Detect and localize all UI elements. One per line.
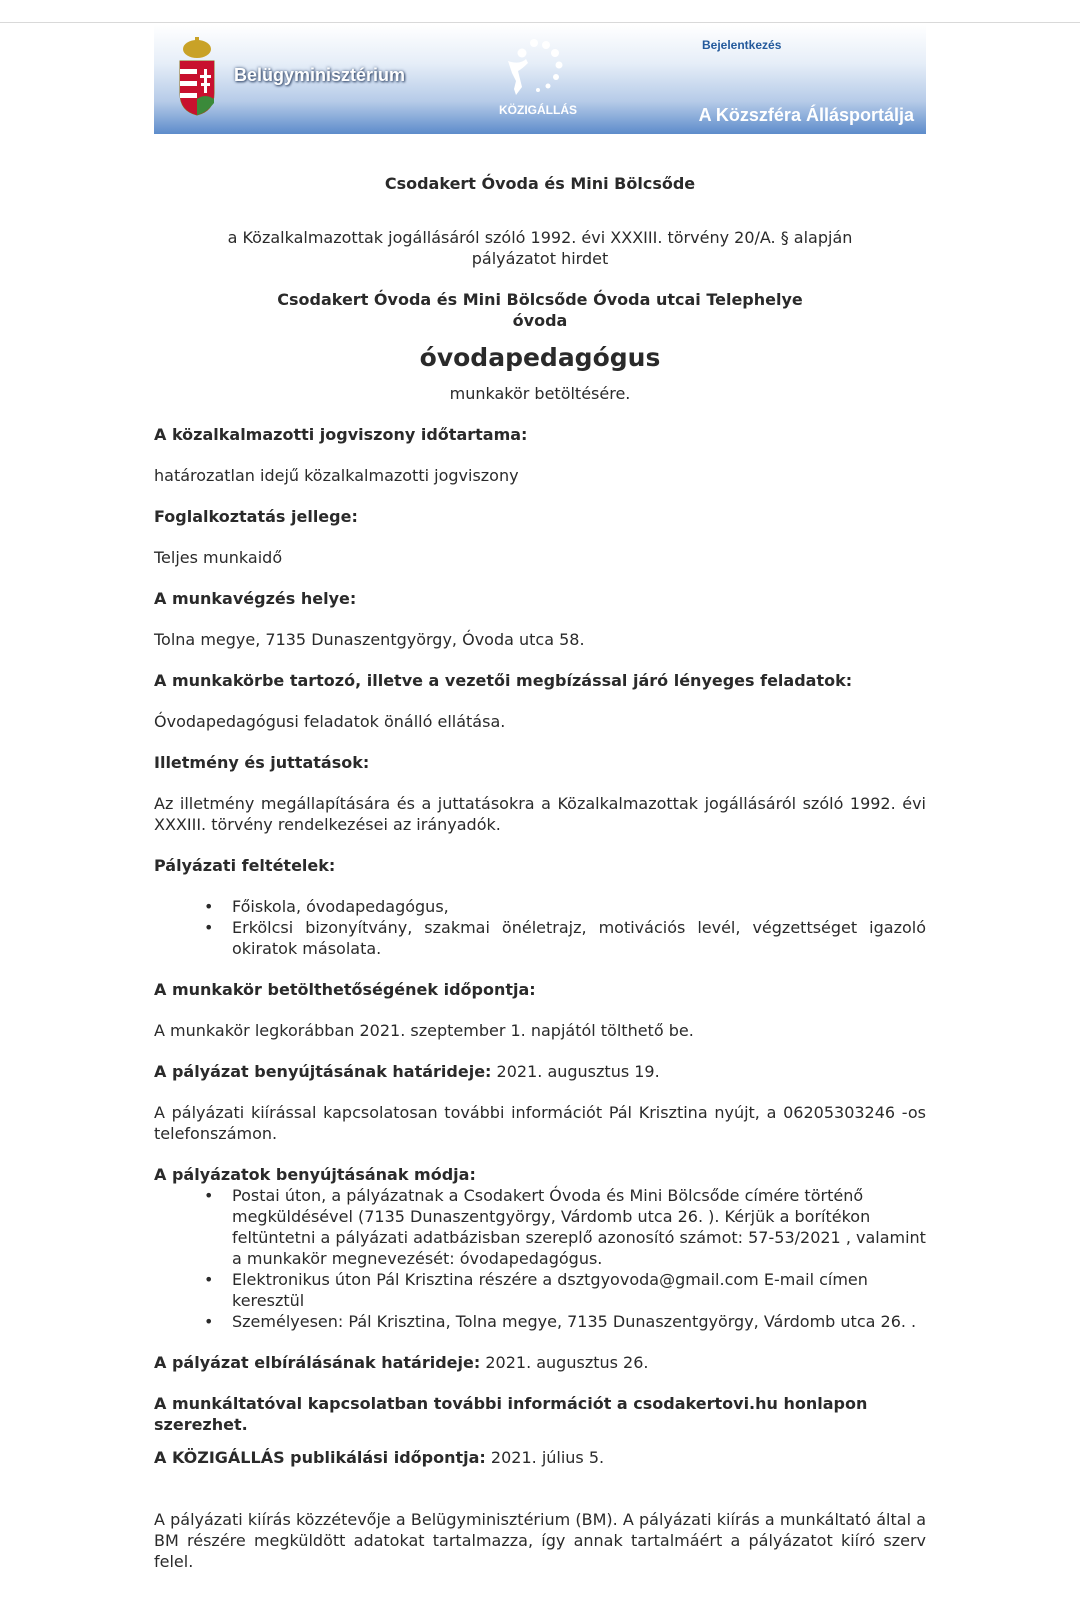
deadline-label: A pályázat benyújtásának határideje: xyxy=(154,1062,492,1081)
conditions-label: Pályázati feltételek: xyxy=(154,856,336,875)
employer-name: Csodakert Óvoda és Mini Bölcsőde xyxy=(384,174,696,193)
portal-title: A Közszféra Állásportálja xyxy=(698,105,914,125)
unit-line1: Csodakert Óvoda és Mini Bölcsőde Óvoda utcai Telephelye xyxy=(277,290,803,309)
salary-value: Az illetmény megállapítására és a juttatásokra a Közalkalmazottak jogállásáról szóló 1992. évi XXXIII. törvény rendelkezései az irányadók. xyxy=(154,794,926,834)
duties-value: Óvodapedagógusi feladatok önálló ellátása. xyxy=(154,712,506,731)
evaluation-line xyxy=(154,1352,926,1373)
hungarian-crest-icon xyxy=(176,37,218,117)
list-item: • Elektronikus úton Pál Krisztina részére a dsztgyovoda@gmail.com E-mail címen keresztül xyxy=(232,1269,926,1311)
list-item: • Erkölcsi bizonyítvány, szakmai önéletrajz, motivációs levél, végzettséget igazoló okiratok másolata. xyxy=(232,917,926,959)
evaluation-value: 2021. augusztus 26. xyxy=(485,1353,649,1372)
start-value: A munkakör legkorábban 2021. szeptember 1. napjától tölthető be. xyxy=(154,1021,694,1040)
location-label: A munkavégzés helye: xyxy=(154,589,357,608)
deadline-line xyxy=(154,1061,926,1082)
position-suffix: munkakör betöltésére. xyxy=(449,384,631,403)
top-divider xyxy=(0,22,1080,23)
location-value: Tolna megye, 7135 Dunaszentgyörgy, Óvoda utca 58. xyxy=(154,630,585,649)
list-item: • Postai úton, a pályázatnak a Csodakert Óvoda és Mini Bölcsőde címére történő megküldésével (7135 Dunaszentgyörgy, Várdomb utca 26. ). Kérjük a borítékon feltüntetni a pályázati adatbázisban szereplő azonosító számot: 57-53/2021 , valamint a munkakör megnevezését: óvodapedagógus. xyxy=(232,1185,926,1269)
unit-line2: óvoda xyxy=(512,311,568,330)
header-banner xyxy=(154,25,926,134)
footer-note: A pályázati kiírás közzétevője a Belügyminisztérium (BM). A pályázati kiírás a munkáltató által a BM részére megküldött adatokat tartalmazza, így annak tartalmáért a pályázatot kiíró szerv felel. xyxy=(154,1510,926,1571)
deadline-value: 2021. augusztus 19. xyxy=(496,1062,660,1081)
position-title: óvodapedagógus xyxy=(419,343,661,372)
list-item: • Főiskola, óvodapedagógus, xyxy=(232,896,926,917)
duties-label: A munkakörbe tartozó, illetve a vezetői megbízással járó lényeges feladatok: xyxy=(154,671,853,690)
submission-label: A pályázatok benyújtásának módja: xyxy=(154,1165,476,1184)
legal-basis-line2: pályázatot hirdet xyxy=(471,249,609,268)
evaluation-label: A pályázat elbírálásának határideje: xyxy=(154,1353,481,1372)
portal-logo-label: KÖZIGÁLLÁS xyxy=(499,103,577,117)
legal-basis-line1: a Közalkalmazottak jogállásáról szóló 1992. évi XXXIII. törvény 20/A. § alapján xyxy=(227,228,853,247)
published-label: A KÖZIGÁLLÁS publikálási időpontja: xyxy=(154,1448,486,1467)
kozigallas-logo-icon xyxy=(492,35,572,105)
login-link[interactable]: Bejelentkezés xyxy=(702,38,782,52)
salary-label: Illetmény és juttatások: xyxy=(154,753,370,772)
published-line xyxy=(154,1447,926,1468)
list-item: • Személyesen: Pál Krisztina, Tolna megye, 7135 Dunaszentgyörgy, Várdomb utca 26. . xyxy=(232,1311,926,1332)
info-text: A pályázati kiírással kapcsolatosan további információt Pál Krisztina nyújt, a 06205303246 -os telefonszámon. xyxy=(154,1103,926,1143)
start-label: A munkakör betölthetőségének időpontja: xyxy=(154,980,536,999)
submission-list xyxy=(154,1185,926,1332)
ministry-name: Belügyminisztérium xyxy=(234,65,406,85)
more-info: A munkáltatóval kapcsolatban további információt a csodakertovi.hu honlapon szerezhet. xyxy=(154,1394,868,1434)
published-value: 2021. július 5. xyxy=(490,1448,605,1467)
duration-value: határozatlan idejű közalkalmazotti jogviszony xyxy=(154,466,519,485)
employment-value: Teljes munkaidő xyxy=(154,548,283,567)
duration-label: A közalkalmazotti jogviszony időtartama: xyxy=(154,425,528,444)
conditions-list xyxy=(154,896,926,959)
legal-basis xyxy=(154,227,926,269)
employment-label: Foglalkoztatás jellege: xyxy=(154,507,358,526)
unit-name xyxy=(154,289,926,331)
announcement-body xyxy=(154,170,926,1572)
